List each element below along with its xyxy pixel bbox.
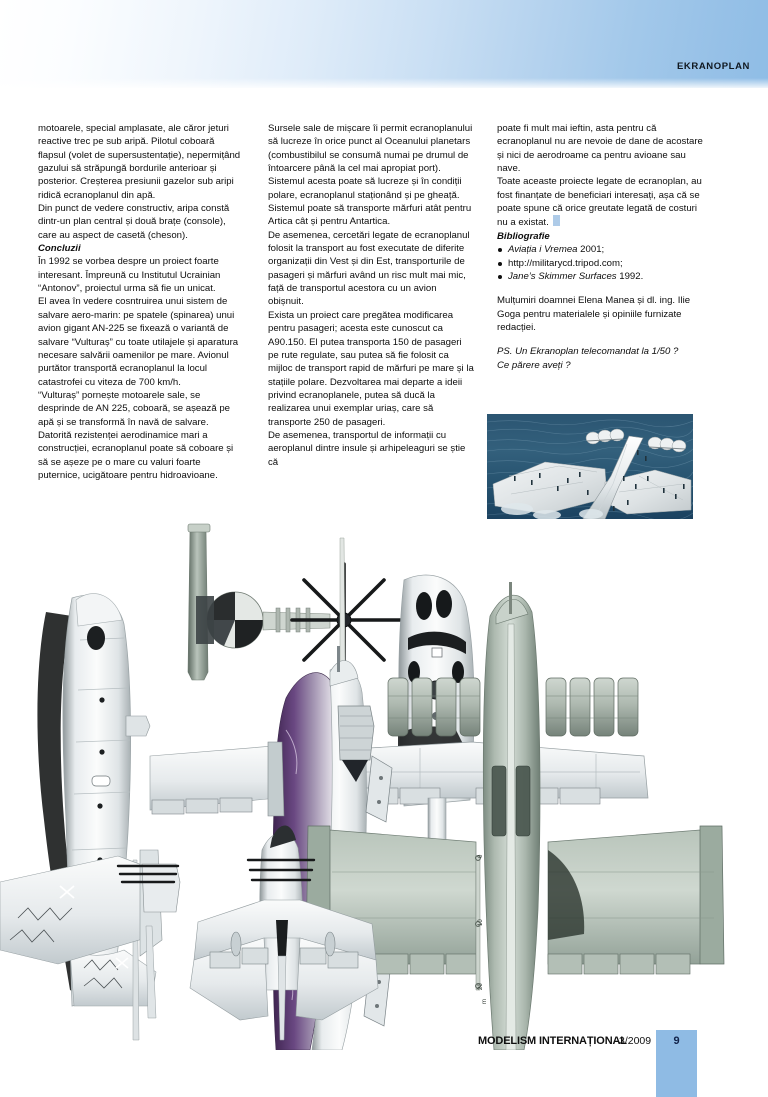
running-header-title: EKRANOPLAN <box>676 61 750 72</box>
paragraph: De asemenea, cercetări legate de ecranoplanul folosit la transport au fost executate de diferite organizații din Vest și din Est, transporturile de pasageri și mărfuri având un risc mult mai mic, față de transportul acestora cu un avion obișnuit. <box>268 229 470 308</box>
scale-label-20: 20 <box>478 983 484 990</box>
bibliography-item-rest[interactable]: http://militarycd.tripod.com; <box>508 257 623 269</box>
paragraph: Datorită rezistenței aerodinamice mari a construcției, ecranoplanul poate să coboare și să se așeze pe o mare cu valuri foarte puternice, ucigătoare pentru hidroavioane. <box>38 429 234 481</box>
spacer <box>497 334 705 345</box>
scale-label-0: 0 <box>478 854 484 858</box>
bibliography-item <box>497 270 705 283</box>
ekranoplan-photo <box>487 414 693 519</box>
scale-unit-label: m <box>482 999 488 1004</box>
page-number: 9 <box>673 1035 680 1047</box>
ps-line-1: PS. Un Ekranoplan telecomandat la 1/50 ? <box>497 346 679 358</box>
issue-number: 3/2009 <box>619 1035 652 1047</box>
paragraph: El avea în vedere cosntruirea unui sistem de salvare aero-marin: pe spatele (spinarea) unui avion gigant AN-225 se fixează o variantă de salvare “Vulturaș” cu toate utilajele și aparatura necesare salvării oamenilor pe mare. Avionul purtător transportă ecranoplanul la locul catastrofei cu viteza de 700 km/h. <box>38 296 239 388</box>
bibliography-item-title: Aviația i Vremea <box>508 244 578 256</box>
text-column-3 <box>497 122 705 372</box>
paragraph: În 1992 se vorbea despre un proiect foarte interesant. Împreună cu Institutul Ucrainian “Antonov”, proiectul urma să fie un unicat. <box>38 256 221 295</box>
paragraph: “Vulturaș” pornește motoarele sale, se desprinde de AN 225, coboară, se așează pe apă și se transformă în navă de salvare. <box>38 389 231 428</box>
paragraph: poate fi mult mai ieftin, asta pentru că ecranoplanul nu are nevoie de dane de acostare și nici de aerodroame ca pentru avioane sau nave. <box>497 123 703 175</box>
paragraph: Din punct de vedere constructiv, aripa constă dintr-un plan central și două brațe (console), care au aspect de casetă (cheson). <box>38 203 230 241</box>
paragraph-text: Toate aceaste proiecte legate de ecranoplan, au fost finanțate de beneficiari interesați, așa că se poate spune că orice greutate legată de costuri nu a existat. <box>497 176 702 229</box>
text-column-1 <box>38 122 243 482</box>
scale-label-10: 10 <box>478 919 484 926</box>
acknowledgements-paragraph: Mulțumiri doamnei Elena Manea și dl. ing. Ilie Goga pentru materialele și opiniile furnizate redacției. <box>497 295 691 333</box>
page-footer <box>0 1019 768 1097</box>
section-subheading-concluzii: Concluzii <box>38 243 81 255</box>
magazine-name: MODELISM INTERNAȚIONAL <box>478 1035 627 1047</box>
ps-line-2: Ce părere aveți ? <box>497 359 571 371</box>
bibliography-item-rest: 2001; <box>577 244 605 256</box>
end-of-article-marker <box>553 215 560 226</box>
page-header-band <box>0 0 768 88</box>
bibliography-heading: Bibliografie <box>497 230 550 242</box>
spacer <box>497 283 705 294</box>
bibliography-item <box>497 243 705 256</box>
text-column-2 <box>268 122 474 469</box>
paragraph: Exista un proiect care pregătea modificarea pentru pasageri; acesta este cunoscut ca A90.150. El putea transporta 150 de pasageri pe rute regulate, sau putea să fie folosit ca mijloc de transport rapid de mărfuri pe mare și la stațiile polare. Dezvoltarea mai departe a ideii privind ecranoplanele, putea să ducă la realizarea unui exemplar uriaș, care să transporte 250 de pasageri. <box>268 309 474 428</box>
illustration-left-white-airframe <box>37 594 156 1040</box>
bibliography-item-title: Jane’s Skimmer Surfaces <box>508 270 617 282</box>
bibliography-item-rest: 1992. <box>616 270 644 282</box>
paragraph: De asemenea, transportul de informații cu aeroplanul dintre insule și arhipeleaguri se știe că <box>268 429 466 468</box>
bibliography-item <box>497 257 705 270</box>
ekranoplan-technical-illustrations <box>0 520 768 1050</box>
paragraph: motoarele, special amplasate, ale căror jeturi reactive trec pe sub aripă. Pilotul coboară flapsul (volet de supersustentație), nepermițând gazului să străpungă bordurile anterioar și posterior. Creșterea presiunii gazelor sub aripi ridică ecranoplanul din apă. <box>38 123 241 201</box>
bibliography-list <box>497 243 705 283</box>
paragraph: Sursele sale de mișcare îi permit ecranoplanului să lucreze în orice punct al Oceanului planetars (combustibilul se consumă numai pe drumul de întoarcere până la cel mai apropiat port). Sistemul acesta poate să lucreze și în condiții polare, ecranoplanul staționând și pe gheață. Sistemul poate să transporte mărfuri atât pentru Artica cât și pentru Antartica. <box>268 123 473 228</box>
paragraph-with-endmark <box>497 175 705 229</box>
page-number-box <box>656 1030 697 1097</box>
